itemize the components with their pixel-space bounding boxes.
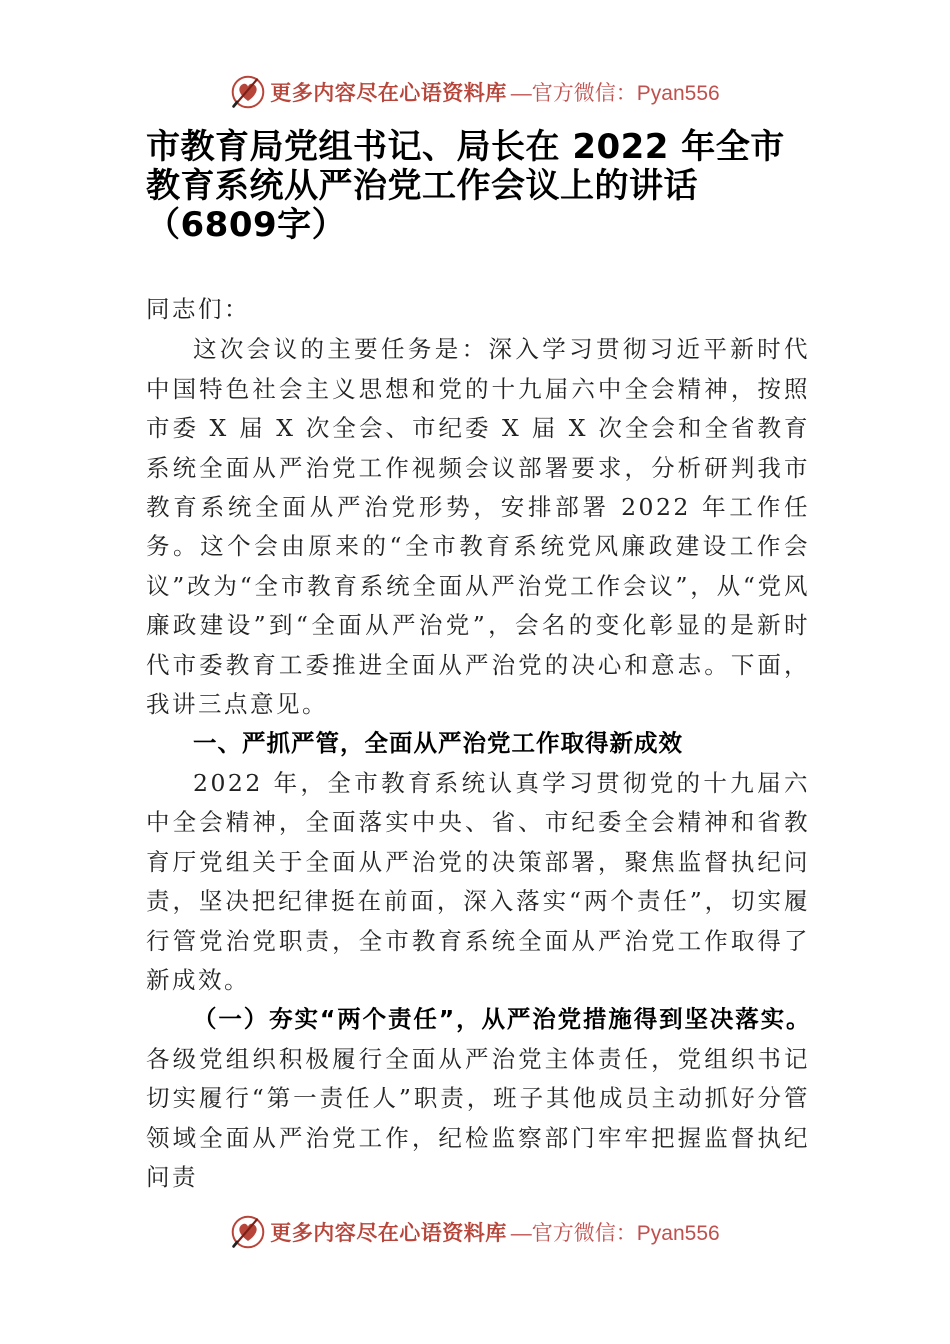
- banner-contact: —官方微信：Pyan556: [510, 1222, 720, 1245]
- document-title: 市教育局党组书记、局长在 2022 年全市教育系统从严治党工作会议上的讲话（6809字）: [146, 127, 785, 245]
- header-banner: [0, 72, 950, 112]
- subsection-text: 各级党组织积极履行全面从严治党主体责任，党组织书记切实履行“第一责任人”职责，班子其他成员主动抓好分管领域全面从严治党工作，纪检监察部门牢牢把握监督执纪问责: [146, 1044, 810, 1191]
- document-body: [146, 290, 810, 1197]
- footer-banner: [0, 1212, 950, 1252]
- brush-heart-icon: [230, 1214, 266, 1250]
- section-paragraph: 2022 年，全市教育系统认真学习贯彻党的十九届六中全会精神，全面落实中央、省、市纪委全会精神和省教育厅党组关于全面从严治党的决策部署，聚焦监督执纪问责，坚决把纪律挺在前面，深入落实“两个责任”，切实履行管党治党职责，全市教育系统全面从严治党工作取得了新成效。: [146, 768, 810, 994]
- banner-brand: 更多内容尽在心语资料库: [270, 1220, 507, 1245]
- salutation: 同志们：: [146, 295, 250, 323]
- subsection-heading: （一）夯实“两个责任”，从严治党措施得到坚决落实。: [193, 1005, 810, 1034]
- subsection-paragraph: [146, 1000, 810, 1197]
- banner-brand: 更多内容尽在心语资料库: [270, 80, 507, 105]
- banner-contact: —官方微信：Pyan556: [510, 82, 720, 105]
- section-heading: 一、严抓严管，全面从严治党工作取得新成效: [193, 729, 683, 758]
- intro-paragraph: 这次会议的主要任务是：深入学习贯彻习近平新时代中国特色社会主义思想和党的十九届六中全会精神，按照市委 X 届 X 次全会、市纪委 X 届 X 次全会和全省教育系统全面从严治党工作视频会议部署要求，分析研判我市教育系统全面从严治党形势，安排部署 2022 年工作任务。这个会由原来的“全市教育系统党风廉政建设工作会议”改为“全市教育系统全面从严治党工作会议”，从“党风廉政建设”到“全面从严治党”，会名的变化彰显的是新时代市委教育工委推进全面从严治党的决心和意志。下面，我讲三点意见。: [146, 335, 810, 719]
- brush-heart-icon: [230, 74, 266, 110]
